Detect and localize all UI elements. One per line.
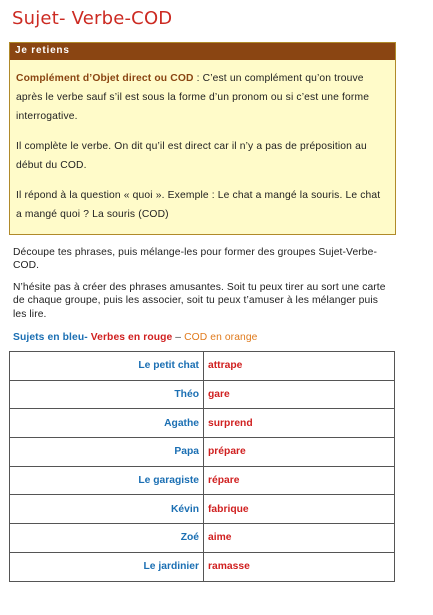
sujet-cell: Kévin [10, 495, 204, 524]
color-legend [13, 331, 393, 344]
legend-sujets: Sujets en bleu [13, 332, 85, 344]
complement-paragraph: Il complète le verbe. On dit qu’il est direct car il n’y a pas de préposition au début du COD. [16, 141, 367, 171]
legend-cod: COD en orange [184, 332, 258, 344]
sujet-cell: Le jardinier [10, 552, 204, 581]
legend-dash: – [172, 332, 185, 344]
page-title: Sujet- Verbe-COD [12, 8, 173, 29]
verbe-cell: surprend [204, 409, 395, 438]
sujet-cell: Le garagiste [10, 466, 204, 495]
definition-text: : C’est un complément qu’on trouve après le verbe sauf s’il est sous la forme d’un pronom ou si c’est une forme interrogative. [16, 73, 370, 122]
definition-paragraph [16, 69, 387, 126]
table-row [10, 409, 395, 438]
table-row [10, 466, 395, 495]
verbe-cell: prépare [204, 438, 395, 467]
table-row [10, 524, 395, 553]
legend-separator: - [84, 332, 91, 344]
verbe-cell: aime [204, 524, 395, 553]
verbe-cell: gare [204, 380, 395, 409]
table-row [10, 495, 395, 524]
verbe-cell: répare [204, 466, 395, 495]
verbe-cell: ramasse [204, 552, 395, 581]
word-table [9, 351, 395, 582]
legend-verbes: Verbes en rouge [90, 332, 173, 344]
table-row [10, 438, 395, 467]
sujet-cell: Papa [10, 438, 204, 467]
je-retiens-box [9, 42, 396, 235]
je-retiens-body [10, 60, 395, 234]
sujet-cell: Zoé [10, 524, 204, 553]
je-retiens-header: Je retiens [10, 43, 395, 60]
instruction-decoupe: Découpe tes phrases, puis mélange-les pour former des groupes Sujet-Verbe-COD. [13, 247, 377, 272]
sujet-cell: Théo [10, 380, 204, 409]
table-row [10, 352, 395, 381]
instruction-hesite: N’hésite pas à créer des phrases amusantes. Soit tu peux tirer au sort une carte de chaque groupe, puis les associer, soit tu peux t’amuser à les mélanger puis les lire. [13, 281, 386, 320]
sujet-cell: Le petit chat [10, 352, 204, 381]
example-paragraph: Il répond à la question « quoi ». Exemple : Le chat a mangé la souris. Le chat a mangé quoi ? La souris (COD) [16, 190, 381, 220]
verbe-cell: fabrique [204, 495, 395, 524]
table-row [10, 552, 395, 581]
verbe-cell: attrape [204, 352, 395, 381]
table-row [10, 380, 395, 409]
cod-term: Complément d’Objet direct ou COD [16, 73, 194, 84]
instructions [13, 246, 393, 344]
sujet-cell: Agathe [10, 409, 204, 438]
